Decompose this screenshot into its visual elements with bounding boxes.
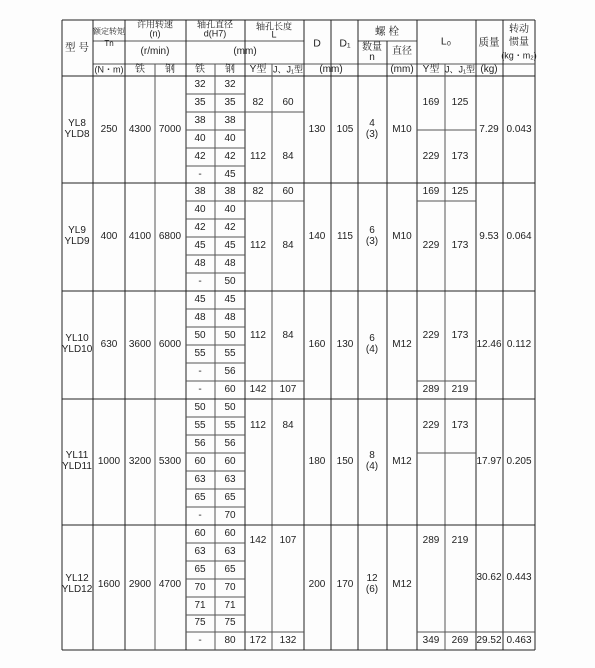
length-j: 107 bbox=[279, 383, 297, 395]
bolt-count: 12 bbox=[366, 572, 378, 584]
l0-y: 169 bbox=[422, 96, 440, 108]
bore-iron: 56 bbox=[194, 437, 206, 449]
bore-iron: 40 bbox=[194, 132, 206, 144]
bore-iron: - bbox=[198, 634, 202, 646]
l0-y: 229 bbox=[422, 329, 440, 341]
bore-steel: 65 bbox=[224, 563, 236, 575]
unit-mass: (kg) bbox=[480, 63, 498, 75]
length-y: 112 bbox=[250, 329, 266, 341]
l0-j: 173 bbox=[451, 419, 469, 431]
bore-iron: 63 bbox=[194, 473, 206, 485]
bore-iron: 55 bbox=[194, 419, 206, 431]
bore-iron: 42 bbox=[194, 221, 206, 233]
l0-j: 173 bbox=[451, 329, 469, 341]
bolt-dia: M10 bbox=[392, 230, 412, 242]
header-speed: 许用转速 bbox=[136, 19, 174, 30]
bore-steel: 65 bbox=[224, 491, 236, 503]
header-speed-unit: (r/min) bbox=[140, 45, 170, 57]
l0-j: 173 bbox=[451, 150, 469, 162]
header-bolt-dia: 直径 bbox=[392, 45, 412, 57]
speed-steel-value: 6800 bbox=[158, 230, 182, 242]
inertia-value: 0.205 bbox=[506, 455, 532, 467]
D-value: 130 bbox=[308, 123, 326, 135]
bore-steel: 71 bbox=[224, 599, 236, 611]
model-name: YL8 bbox=[68, 117, 86, 129]
l0-j: 219 bbox=[451, 383, 469, 395]
length-j: 84 bbox=[282, 239, 294, 251]
model-name: YL12 bbox=[65, 572, 89, 584]
bolt-count-alt: (3) bbox=[365, 235, 379, 247]
mass-value: 12.46 bbox=[476, 338, 502, 350]
unit-bore-steel: 钢 bbox=[225, 63, 235, 75]
mass-value: 17.97 bbox=[476, 455, 502, 467]
bore-steel: 42 bbox=[224, 221, 236, 233]
D1-value: 105 bbox=[336, 123, 354, 135]
header-bolt-qty: 数量 bbox=[362, 41, 382, 53]
bolt-count-alt: (4) bbox=[365, 343, 379, 355]
header-torque: 额定转矩 bbox=[93, 26, 125, 36]
length-j: 60 bbox=[282, 185, 294, 197]
torque-value: 1000 bbox=[97, 455, 121, 467]
bore-iron: - bbox=[198, 365, 202, 377]
model-name: YLD10 bbox=[61, 343, 93, 355]
bore-iron: - bbox=[198, 383, 202, 395]
speed-steel-value: 5300 bbox=[158, 455, 182, 467]
bolt-dia: M12 bbox=[392, 338, 412, 350]
bore-iron: 45 bbox=[194, 293, 206, 305]
header-L0: L₀ bbox=[440, 35, 452, 48]
bore-steel: 55 bbox=[224, 347, 236, 359]
length-y: 82 bbox=[252, 96, 264, 108]
bore-steel: 50 bbox=[224, 275, 236, 287]
length-y: 112 bbox=[250, 239, 266, 251]
speed-iron-value: 3600 bbox=[128, 338, 152, 350]
length-y: 112 bbox=[250, 150, 266, 162]
unit-bore-iron: 铁 bbox=[195, 63, 205, 75]
length-y: 142 bbox=[249, 383, 267, 395]
l0-y: 229 bbox=[422, 419, 440, 431]
bore-steel: 40 bbox=[224, 203, 236, 215]
D-value: 180 bbox=[308, 455, 326, 467]
bolt-count: 8 bbox=[369, 449, 375, 461]
bore-iron: - bbox=[198, 275, 202, 287]
bore-steel: 63 bbox=[224, 473, 236, 485]
bore-steel: 45 bbox=[224, 293, 236, 305]
D-value: 160 bbox=[308, 338, 326, 350]
bolt-count: 6 bbox=[369, 224, 375, 236]
D-value: 140 bbox=[308, 230, 326, 242]
length-j: 84 bbox=[282, 419, 294, 431]
unit-speed-steel: 钢 bbox=[165, 63, 175, 75]
D1-value: 130 bbox=[336, 338, 354, 350]
bore-iron: 70 bbox=[194, 581, 206, 593]
bore-iron: 50 bbox=[194, 329, 206, 341]
model-name: YLD11 bbox=[62, 460, 92, 472]
bore-steel: 70 bbox=[224, 509, 236, 521]
bore-iron: 38 bbox=[194, 114, 206, 126]
bore-steel: 75 bbox=[224, 616, 236, 628]
torque-value: 1600 bbox=[97, 578, 121, 590]
model-name: YLD9 bbox=[64, 235, 90, 247]
D1-value: 150 bbox=[336, 455, 354, 467]
bore-iron: 38 bbox=[194, 185, 206, 197]
inertia-value: 0.064 bbox=[506, 230, 532, 242]
speed-iron-value: 2900 bbox=[128, 578, 152, 590]
model-name: YLD8 bbox=[64, 128, 90, 140]
speed-iron-value: 4100 bbox=[128, 230, 152, 242]
unit-dd: (mm) bbox=[319, 63, 343, 75]
bore-iron: 65 bbox=[194, 491, 206, 503]
bore-iron: 50 bbox=[194, 401, 206, 413]
bore-iron: - bbox=[198, 509, 202, 521]
bore-steel: 55 bbox=[224, 419, 236, 431]
bore-iron: 35 bbox=[194, 96, 206, 108]
bore-steel: 48 bbox=[224, 257, 236, 269]
torque-value: 400 bbox=[100, 230, 118, 242]
header-bore: 轴孔直径 bbox=[196, 19, 234, 30]
bore-steel: 38 bbox=[224, 185, 236, 197]
bolt-dia: M12 bbox=[392, 455, 412, 467]
header-inertia-unit: (kg・m₂) bbox=[501, 50, 537, 61]
length-j: 60 bbox=[282, 96, 294, 108]
inertia-value: 0.443 bbox=[506, 571, 532, 583]
l0-y: 229 bbox=[422, 239, 440, 251]
l0-j: 125 bbox=[451, 185, 469, 197]
length-j: 84 bbox=[282, 150, 294, 162]
speed-steel-value: 6000 bbox=[158, 338, 182, 350]
length-y: 172 bbox=[249, 634, 267, 646]
header-D: D bbox=[313, 37, 321, 50]
bore-iron: 45 bbox=[194, 239, 206, 251]
bore-steel: 60 bbox=[224, 383, 236, 395]
D-value: 200 bbox=[308, 578, 326, 590]
header-speed-sym: (n) bbox=[149, 28, 161, 39]
l0-y: 349 bbox=[422, 634, 440, 646]
header-mass: 质量 bbox=[478, 36, 500, 49]
header-bolt-qty-sym: n bbox=[369, 51, 375, 63]
model-name: YL10 bbox=[65, 332, 89, 344]
l0-j: 269 bbox=[451, 634, 469, 646]
l0-j: 125 bbox=[451, 96, 469, 108]
header-model: 型 号 bbox=[65, 41, 89, 54]
bore-steel: 70 bbox=[224, 581, 236, 593]
bore-iron: 55 bbox=[194, 347, 206, 359]
l0-y: 169 bbox=[422, 185, 440, 197]
bore-iron: 60 bbox=[194, 455, 206, 467]
length-y: 112 bbox=[250, 419, 266, 431]
bore-steel: 48 bbox=[224, 311, 236, 323]
bore-iron: 48 bbox=[194, 257, 206, 269]
bolt-count: 6 bbox=[369, 332, 375, 344]
length-y: 142 bbox=[249, 534, 267, 546]
bolt-count-alt: (6) bbox=[365, 583, 379, 595]
mass-value: 7.29 bbox=[479, 123, 499, 135]
unit-torque: (N・m) bbox=[94, 64, 124, 75]
bore-steel: 45 bbox=[224, 239, 236, 251]
unit-l0-j: J、J₁型 bbox=[444, 64, 476, 75]
bore-steel: 32 bbox=[224, 78, 236, 90]
l0-y: 289 bbox=[422, 534, 440, 546]
header-bolt: 螺 栓 bbox=[375, 25, 399, 38]
header-D1: D₁ bbox=[339, 37, 351, 50]
l0-y: 289 bbox=[422, 383, 440, 395]
header-bore-unit: (mm) bbox=[233, 45, 257, 57]
bolt-count-alt: (4) bbox=[365, 460, 379, 472]
bore-steel: 63 bbox=[224, 545, 236, 557]
inertia-value: 0.112 bbox=[506, 338, 532, 350]
unit-l0-y: Y型 bbox=[422, 63, 440, 75]
bore-steel: 56 bbox=[224, 365, 236, 377]
bore-steel: 38 bbox=[224, 114, 236, 126]
mass-value: 9.53 bbox=[479, 230, 499, 242]
bore-iron: 42 bbox=[194, 150, 206, 162]
bolt-count-alt: (3) bbox=[365, 128, 379, 140]
bolt-dia: M12 bbox=[392, 578, 412, 590]
length-j: 84 bbox=[282, 329, 294, 341]
inertia-value: 0.043 bbox=[506, 123, 532, 135]
bore-steel: 35 bbox=[224, 96, 236, 108]
length-j: 132 bbox=[279, 634, 297, 646]
model-name: YLD12 bbox=[61, 583, 93, 595]
unit-speed-iron: 铁 bbox=[135, 63, 145, 75]
bolt-dia: M10 bbox=[392, 123, 412, 135]
bore-iron: 60 bbox=[194, 527, 206, 539]
unit-len-j: J、J₁型 bbox=[272, 64, 304, 75]
D1-value: 170 bbox=[336, 578, 354, 590]
header-bore-sym: d(H7) bbox=[203, 28, 227, 39]
bore-steel: 60 bbox=[224, 527, 236, 539]
torque-value: 250 bbox=[100, 123, 118, 135]
bore-steel: 40 bbox=[224, 132, 236, 144]
header-length-sym: L bbox=[271, 29, 277, 40]
bore-steel: 50 bbox=[224, 401, 236, 413]
bore-iron: 48 bbox=[194, 311, 206, 323]
mass-value: 29.52 bbox=[476, 634, 502, 646]
l0-j: 219 bbox=[451, 534, 469, 546]
inertia-value: 0.463 bbox=[506, 634, 532, 646]
bore-steel: 80 bbox=[224, 634, 236, 646]
bore-steel: 42 bbox=[224, 150, 236, 162]
speed-steel-value: 4700 bbox=[158, 578, 182, 590]
bore-iron: - bbox=[198, 168, 202, 180]
bore-steel: 50 bbox=[224, 329, 236, 341]
model-name: YL11 bbox=[65, 449, 89, 461]
bore-iron: 65 bbox=[194, 563, 206, 575]
header-torque-sym: Tn bbox=[104, 38, 114, 48]
torque-value: 630 bbox=[100, 338, 118, 350]
bore-iron: 32 bbox=[194, 78, 206, 90]
bore-iron: 71 bbox=[194, 599, 206, 611]
length-j: 107 bbox=[279, 534, 297, 546]
D1-value: 115 bbox=[337, 230, 353, 242]
model-name: YL9 bbox=[68, 224, 86, 236]
speed-steel-value: 7000 bbox=[158, 123, 182, 135]
length-y: 82 bbox=[252, 185, 264, 197]
unit-bolt: (mm) bbox=[390, 63, 414, 75]
speed-iron-value: 3200 bbox=[128, 455, 152, 467]
bore-iron: 40 bbox=[194, 203, 206, 215]
bore-iron: 75 bbox=[194, 616, 206, 628]
bore-iron: 63 bbox=[194, 545, 206, 557]
header-inertia2: 惯量 bbox=[509, 36, 529, 48]
bolt-count: 4 bbox=[369, 117, 375, 129]
l0-j: 173 bbox=[451, 239, 469, 251]
speed-iron-value: 4300 bbox=[128, 123, 152, 135]
header-length: 轴孔长度 bbox=[255, 21, 293, 32]
header-inertia: 转动 bbox=[509, 23, 529, 35]
mass-value: 30.62 bbox=[476, 571, 502, 583]
bore-steel: 45 bbox=[224, 168, 236, 180]
bore-steel: 60 bbox=[224, 455, 236, 467]
bore-steel: 56 bbox=[224, 437, 236, 449]
l0-y: 229 bbox=[422, 150, 440, 162]
unit-len-y: Y型 bbox=[249, 63, 267, 75]
